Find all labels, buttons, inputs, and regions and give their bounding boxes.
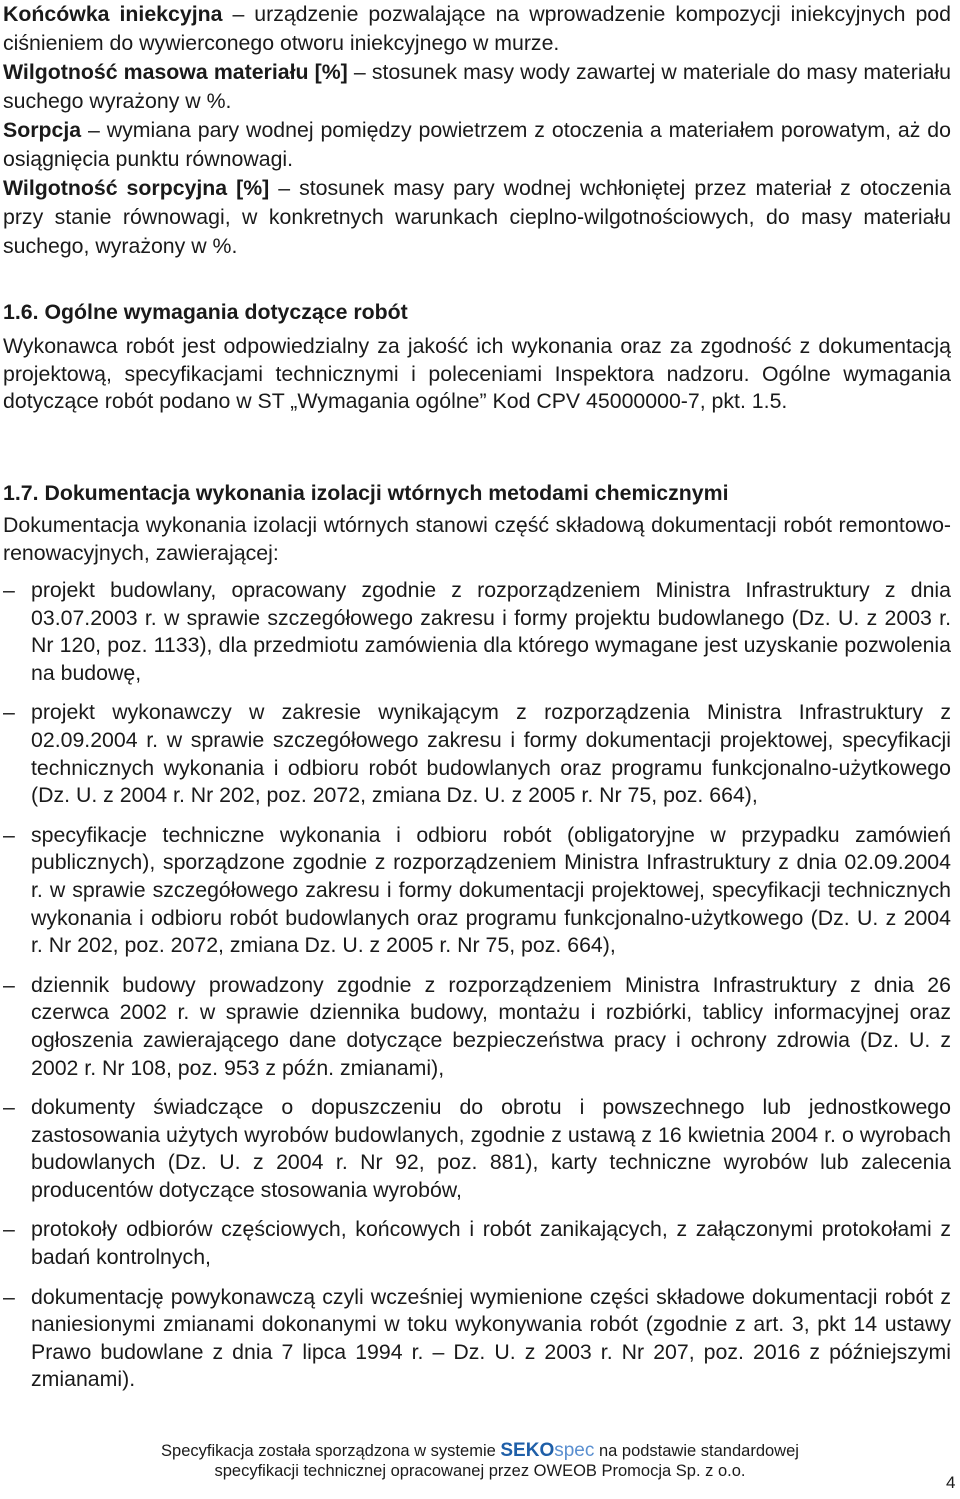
list-item — [3, 822, 951, 960]
section-1-7 — [3, 479, 951, 1394]
list-item-text: protokoły odbiorów częściowych, końcowych i robót zanikających, z załączonymi protokołami z badań kontrolnych, — [31, 1217, 951, 1270]
dash-marker: – — [3, 972, 15, 997]
definition-term: Wilgotność masowa materiału [%] — [3, 60, 348, 84]
section-heading: 1.6. Ogólne wymagania dotyczące robót — [3, 300, 408, 324]
dash-marker: – — [3, 822, 15, 847]
definition-text: – stosunek masy wody zawartej w materiale do masy materiału suchego wyrażony w %. — [3, 60, 951, 113]
page-number: 4 — [946, 1473, 956, 1492]
footer-text: Specyfikacja została sporządzona w systemie — [161, 1442, 501, 1460]
footer-line-2: specyfikacji technicznej opracowanej przez OWEOB Promocja Sp. z o.o. — [214, 1462, 746, 1480]
sekospec-logo-seko: SEKO — [500, 1440, 555, 1461]
definition-sorpcja — [3, 116, 951, 174]
section-heading: 1.7. Dokumentacja wykonania izolacji wtórnych metodami chemicznymi — [3, 481, 729, 505]
list-item — [3, 699, 951, 809]
list-item-text: dokumenty świadczące o dopuszczeniu do obrotu i powszechnego lub jednostkowego zastosowania użytych wyrobów budowlanych, zgodnie z ustawą z 16 kwietnia 2004 r. o wyrobach budowlanych (Dz. U. z 2004 r. Nr 92, poz. 881), karty techniczne wyrobów lub zalecenia producentów dotyczące stosowania wyrobów, — [31, 1095, 951, 1202]
dash-marker: – — [3, 700, 15, 725]
dash-marker: – — [3, 1095, 15, 1120]
footer-text: na podstawie standardowej — [594, 1442, 799, 1460]
sekospec-logo-spec: spec — [554, 1440, 595, 1461]
list-item — [3, 1284, 951, 1394]
footer-line-1 — [0, 1441, 960, 1461]
list-item-text: projekt budowlany, opracowany zgodnie z rozporządzeniem Ministra Infrastruktury z dnia 03.07.2003 r. w sprawie szczegółowego zakresu i formy projektu budowlanego (Dz. U. z 2003 r. Nr 120, poz. 1133), dla przedmiotu zamówienia dla którego wymagane jest uzyskanie pozwolenia na budowę, — [31, 578, 951, 685]
definition-wilgotnosc-sorpcyjna — [3, 174, 951, 261]
definition-wilgotnosc-masowa — [3, 58, 951, 116]
definitions — [3, 0, 951, 261]
definition-text: – stosunek masy pary wodnej wchłoniętej przez materiał z otoczenia przy stanie równowagi, w konkretnych warunkach cieplno-wilgotnościowych, do masy materiału suchego, wyrażony w %. — [3, 176, 951, 258]
list-item-text: dokumentację powykonawczą czyli wcześniej wymienione części składowe dokumentacji robót z naniesionymi zmianami dokonanymi w toku wykonywania robót (zgodnie z art. 3, pkt 14 ustawy Prawo budowlane z dnia 7 lipca 1994 r. – Dz. U. z 2003 r. Nr 207, poz. 2016 z późniejszymi zmianami). — [31, 1284, 951, 1392]
section-1-6 — [3, 298, 951, 416]
list-item-text: specyfikacje techniczne wykonania i odbioru robót (obligatoryjne w przypadku zamówień publicznych), sporządzone zgodnie z rozporządzeniem Ministra Infrastruktury z dnia 02.09.2004 r. w sprawie szczegółowego zakresu i formy dokumentacji projektowej, specyfikacji technicznych wykonania i odbioru robót budowlanych oraz programu funkcjonalno-użytkowego (Dz. U. z 2004 r. Nr 202, poz. 2072, zmiana Dz. U. z 2005 r. Nr 75, poz. 664), — [31, 822, 951, 958]
definition-term: Sorpcja — [3, 118, 82, 142]
list-item-text: projekt wykonawczy w zakresie wynikającym z rozporządzenia Ministra Infrastruktury z 02.09.2004 r. w sprawie szczegółowego zakresu i formy dokumentacji projektowej, specyfikacji technicznych wykonania i odbioru robót budowlanych oraz programu funkcjonalno-użytkowego (Dz. U. z 2004 r. Nr 202, poz. 2072, zmiana Dz. U. z 2005 r. Nr 75, poz. 664), — [31, 700, 951, 808]
section-body: Wykonawca robót jest odpowiedzialny za jakość ich wykonania oraz za zgodność z dokumentacją projektową, specyfikacjami technicznymi i poleceniami Inspektora nadzoru. Ogólne wymagania dotyczące robót podano w ST „Wymagania ogólne” Kod CPV 45000000-7, pkt. 1.5. — [3, 334, 951, 413]
dash-marker: – — [3, 1284, 15, 1309]
dash-marker: – — [3, 1217, 15, 1242]
definition-koncowka-iniekcyjna — [3, 0, 951, 58]
list-item-text: dziennik budowy prowadzony zgodnie z rozporządzeniem Ministra Infrastruktury z dnia 26 czerwca 2002 r. w sprawie dziennika budowy, montażu i rozbiórki, tablicy informacyjnej oraz ogłoszenia zawierającego dane dotyczące bezpieczeństwa pracy i ochrony zdrowia (Dz. U. z 2002 r. Nr 108, poz. 953 z późn. zmianami), — [31, 972, 951, 1080]
definition-text: – wymiana pary wodnej pomiędzy powietrzem z otoczenia a materiałem porowatym, aż do osiągnięcia punktu równowagi. — [3, 118, 951, 171]
definition-term: Wilgotność sorpcyjna [%] — [3, 176, 270, 200]
section-intro: Dokumentacja wykonania izolacji wtórnych stanowi część składową dokumentacji robót remontowo-renowacyjnych, zawierającej: — [3, 513, 951, 565]
list-item — [3, 577, 951, 687]
list-item — [3, 972, 951, 1082]
definition-text: – urządzenie pozwalające na wprowadzenie kompozycji iniekcyjnych pod ciśnieniem do wywierconego otworu iniekcyjnego w murze. — [3, 2, 951, 55]
dash-marker: – — [3, 578, 15, 602]
page-footer — [0, 1441, 960, 1481]
list-item — [3, 1094, 951, 1204]
list-item — [3, 1216, 951, 1271]
documentation-list — [3, 577, 951, 1394]
definition-term: Końcówka iniekcyjna — [3, 2, 223, 26]
